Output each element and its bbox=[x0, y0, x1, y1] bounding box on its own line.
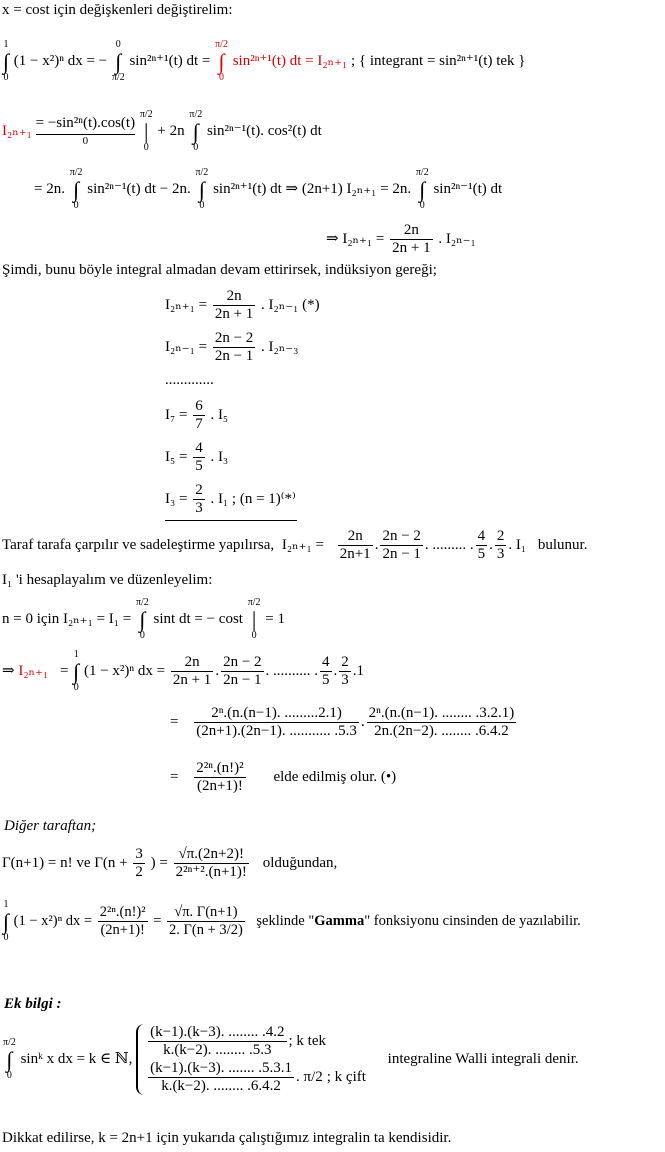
recursion-row: I₂ₙ₊₁ = $\frac{2n}{2n + 1}$ . I₂ₙ₋₁ (*) bbox=[165, 288, 320, 323]
wallis-definition: π/2 ∫ 0 sinᵏ x dx = k ∈ ℕ, $\frac{(k-1).(k-3). ........ .4.2}{k.(k-2). ........ .5.3}$ ; k tek $\frac{(k-1).(k-3). ....... .5.3.1}{k.(k-2). ........ .6.4.2}$ . π/2 ; k çift integraline Walli integrali denir. bbox=[3, 1024, 579, 1094]
integral-sign: π/2 ∫ 0 bbox=[135, 597, 149, 641]
fraction: $\frac{2n}{2n + 1}$ bbox=[392, 222, 431, 257]
eq2-lhs: I₂ₙ₊₁ bbox=[2, 122, 32, 139]
product-result: Taraf tarafa çarpılır ve sadeleştirme yapılırsa, I₂ₙ₊₁ = $\frac{2n}{2n+1}$ . $\frac{2n - 2}{2n - 1}$ . ......... . $\frac{4}{5}$ . $\frac{2}{3}$ . I₁ bulunur. bbox=[2, 528, 588, 563]
integral-sign: 1 ∫ 0 bbox=[3, 899, 10, 943]
i1-computation: n = 0 için I₂ₙ₊₁ = I₁ = π/2 ∫ 0 sint dt = − cost π/2 | 0 = 1 bbox=[2, 597, 286, 641]
eq1-mid: sin²ⁿ⁺¹(t) dt = bbox=[129, 52, 211, 69]
eq4-post: . I₂ₙ₋₁ bbox=[438, 231, 476, 248]
eq2-boundary-term: = −sin²ⁿ(t).cos(t) bbox=[36, 115, 135, 135]
eq2-under-value: 0 bbox=[82, 134, 89, 147]
integral-sign: π/2 ∫ 0 bbox=[189, 109, 203, 153]
eq1-note: ; { integrant = sin²ⁿ⁺¹(t) tek } bbox=[351, 52, 526, 69]
eq1-lhs: (1 − x²)ⁿ dx = − bbox=[13, 52, 108, 69]
cases-brace: $\frac{(k-1).(k-3). ........ .4.2}{k.(k-2). ........ .5.3}$ ; k tek $\frac{(k-1).(k-3). ....... .5.3.1}{k.(k-2). ........ .6.4.2}$ . π/2 ; k çift bbox=[136, 1024, 366, 1095]
recursion-row: I₅ = $\frac{4}{5}$ . I₃ bbox=[165, 440, 229, 475]
induction-text: Şimdi, bunu böyle integral almadan devam ettirirsek, indüksiyon gereği; bbox=[2, 262, 437, 278]
integral-sign: π/2 ∫ 0 bbox=[215, 39, 228, 83]
integral-sign: 0 ∫ π/2 bbox=[111, 39, 125, 83]
gamma-identities: Γ(n+1) = n! ve Γ(n + $\frac{3}{2}$ ) = $\frac{√\pi.(2n+2)!}{\text{2²ⁿ⁺².(n+1)!}}$ olduğundan, bbox=[2, 846, 338, 881]
eq3-d: sin²ⁿ⁻¹(t) dt bbox=[433, 180, 503, 197]
recursion-row: I₂ₙ₋₁ = $\frac{2n - 2}{2n - 1}$ . I₂ₙ₋₃ bbox=[165, 330, 299, 365]
final-remark: Dikkat edilirse, k = 2n+1 için yukarıda çalıştığımız integralin ta kendisidir. bbox=[2, 1130, 452, 1146]
product-expansion: ⇒ I₂ₙ₊₁ = 1 ∫ 0 (1 − x²)ⁿ dx = $\frac{2n}{2n + 1}$ . $\frac{2n - 2}{2n - 1}$ . .......... . $\frac{4}{5}$ . $\frac{2}{3}$ .1 bbox=[2, 649, 365, 693]
extra-info-heading: Ek bilgi : bbox=[4, 996, 62, 1012]
eq3-b: sin²ⁿ⁻¹(t) dt − 2n. bbox=[87, 180, 191, 197]
integral-sign: π/2 ∫ 0 bbox=[415, 167, 429, 211]
factorial-form: = $\frac{\text{2ⁿ.(n.(n−1). .........2.1)}}{(2n+1).(2n-1). ........... .5.3}$ . $\frac{\text{2ⁿ.(n.(n−1). ........ .3.2.1)}}{2n.(2n-2). ........ .6.4.2}$ bbox=[170, 705, 515, 740]
recursion-dots: ............. bbox=[165, 372, 214, 388]
other-side-text: Diğer taraftan; bbox=[4, 818, 97, 834]
eq1-red: sin²ⁿ⁺¹(t) dt = I₂ₙ₊₁ bbox=[232, 52, 348, 69]
closed-form: = $\frac{\text{2²ⁿ.(n!)²}}{(2n+1)!}$ elde edilmiş olur. (•) bbox=[170, 760, 397, 795]
integral-sign: 1 ∫ 0 bbox=[3, 39, 10, 83]
eq3-c: sin²ⁿ⁺¹(t) dt ⇒ (2n+1) I₂ₙ₊₁ = 2n. bbox=[213, 180, 412, 197]
eq3-a: = 2n. bbox=[34, 180, 65, 197]
equation-parts bbox=[2, 110, 322, 153]
evaluation-bar: π/2 | 0 bbox=[247, 597, 261, 641]
eq2-integrand: sin²ⁿ⁻¹(t). cos²(t) dt bbox=[206, 122, 322, 139]
intro-text: x = cost için değişkenleri değiştirelim: bbox=[2, 2, 233, 18]
gamma-form: 1 ∫ 0 (1 − x²)ⁿ dx = $\frac{\text{2²ⁿ.(n!)²}}{(2n+1)!}$ = $\frac{√\pi. \Gamma(n+1)}{2. \Gamma(n + 3/2)}$ şeklinde "Gamma" fonksiyonu cinsinden de yazılabilir. bbox=[3, 899, 581, 943]
compute-i1-text: I₁ 'i hesaplayalım ve düzenleyelim: bbox=[2, 572, 213, 588]
equation-result-recursion bbox=[326, 222, 476, 258]
integral-sign: π/2 ∫ 0 bbox=[195, 167, 209, 211]
eq2-plus: + 2n bbox=[157, 122, 185, 139]
evaluation-bar: π/2 | 0 bbox=[139, 109, 153, 153]
equation-split bbox=[34, 168, 502, 211]
integral-sign: π/2 ∫ 0 bbox=[69, 167, 83, 211]
integral-sign: 1 ∫ 0 bbox=[73, 649, 80, 693]
integral-sign: π/2 ∫ 0 bbox=[3, 1037, 16, 1081]
equation-substitution bbox=[2, 40, 525, 83]
eq4-pre: ⇒ I₂ₙ₊₁ = bbox=[326, 231, 385, 248]
recursion-row-last: I₃ = $\frac{2}{3}$ . I₁ ; (n = 1)⁽*⁾ bbox=[165, 482, 297, 521]
recursion-row: I₇ = $\frac{6}{7}$ . I₅ bbox=[165, 398, 229, 433]
